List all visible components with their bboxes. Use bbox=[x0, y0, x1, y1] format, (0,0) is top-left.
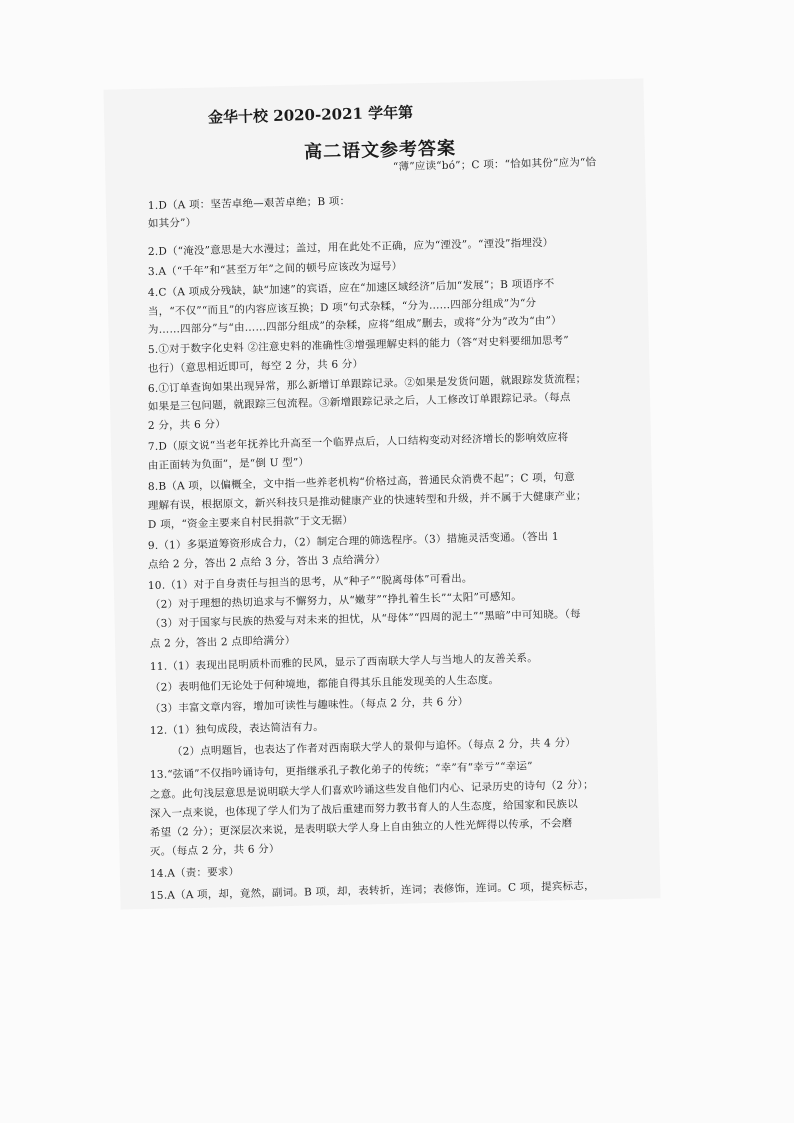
answer-line: 10.（1）对于自身责任与担当的思考，从“种子”“脱离母体”可看出。 bbox=[147, 572, 473, 592]
answer-line: 12.（1）独句成段，表达简洁有力。 bbox=[149, 721, 325, 737]
answer-line: 2.D（“淹没”意思是大水漫过；盖过，用在此处不正确，应为“湮没”。“湮没”指埋没） bbox=[147, 236, 554, 258]
answer-line: 如其分”） bbox=[147, 216, 197, 230]
answer-line: 11.（1）表现出昆明质朴而雅的民风，显示了西南联大学人与当地人的友善关系。 bbox=[149, 652, 539, 673]
answer-line: 1.D（A 项：坚苦卓绝—艰苦卓绝；B 项： bbox=[147, 195, 351, 212]
answer-line: “薄”应读“bó”；C 项：“恰如其份”应为“恰 bbox=[392, 156, 597, 173]
answer-line: 由正面转为负面”，是“倒 U 型”） bbox=[147, 456, 310, 472]
answer-line: 之意。此句浅层意思是说明联大学人们喜欢吟诵这些发自他们内心、记录历史的诗句（2 分）； bbox=[149, 778, 594, 801]
answer-line: 深入一点来说，也体现了学人们为了战后重建而努力教书育人的人生态度，给国家和民族以 bbox=[149, 798, 579, 820]
answer-line: 3.A（“千年”和“甚至万年”之间的顿号应该改为逗号） bbox=[147, 260, 403, 278]
answer-line: 5.①对于数字化史料 ②注意史料的准确性③增强理解史料的能力（答“对史料要细加思考” bbox=[147, 334, 570, 356]
answer-line: 9.（1）多渠道筹资形成合力，（2）制定合理的筛选程序。（3）措施灵活变通。（答出 1 bbox=[147, 530, 559, 552]
answer-line: 14.A（责：要求） bbox=[149, 865, 240, 880]
answer-line: （3）对于国家与民族的热爱与对未来的担忧，从“母体”“四周的泥土”“黑暗”中可知晓。（每 bbox=[149, 608, 581, 630]
answer-line: 2 分，共 6 分） bbox=[147, 418, 226, 432]
answer-line: 为……四部分”与“由……四部分组成”的杂糅，应将“组成”删去，或将“分为”改为“由”） bbox=[147, 314, 562, 336]
answer-line: 6.①订单查询如果出现异常，那么新增订单跟踪记录。②如果是发货问题，就跟踪发货流程； bbox=[147, 373, 587, 395]
answer-line: （3）丰富文章内容，增加可读性与趣味性。（每点 2 分，共 6 分） bbox=[149, 695, 469, 715]
answer-line: 希望（2 分）；更深层次来说，是表明联大学人身上自由独立的人性光辉得以传承，不会磨 bbox=[149, 817, 573, 839]
answer-line: （2）表明他们无论处于何种境地，都能自得其乐且能发现美的人生态度。 bbox=[149, 674, 500, 694]
answer-line: 如果是三包问题，就跟踪三包流程。③新增跟踪记录之后，人工修改订单跟踪记录。（每点 bbox=[147, 391, 571, 413]
answer-line: 也行）（意思相近即可，每空 2 分，共 6 分） bbox=[147, 358, 364, 375]
answer-line: 8.B（A 项，以偏概全，文中指一些养老机构“价格过高，普通民众消费不起”；C 项，句意 bbox=[147, 471, 576, 493]
answer-line: 点给 2 分，答出 2 点给 3 分，答出 3 点给满分） bbox=[147, 553, 386, 571]
answer-line: 4.C（A 项成分残缺，缺“加速”的宾语，应在“加速区域经济”后加“发展”；B 项语序不 bbox=[147, 277, 555, 299]
answer-line: 7.D（原文说“当老年抚养比升高至一个临界点后，人口结构变动对经济增长的影响效应将 bbox=[147, 431, 569, 453]
page-title: 高二语文参考答案 bbox=[303, 138, 457, 163]
answer-line: 13.“弦诵”不仅指吟诵诗句，更指继承孔子教化弟子的传统；“幸”有“幸亏”“幸运” bbox=[149, 760, 533, 781]
answer-line: （2）点明题旨，也表达了作者对西南联大学人的景仰与追怀。（每点 2 分，共 4 分） bbox=[171, 736, 577, 758]
answer-line: 理解有误，根据原文，新兴科技只是推动健康产业的快速转型和升级，并不属于大健康产业； bbox=[147, 490, 587, 512]
answer-line: （2）对于理想的热切追求与不懈努力，从“嫩芽”“挣扎着生长”“太阳”可感知。 bbox=[149, 590, 523, 611]
answer-line: D 项，“资金主要来自村民捐款”于文无据） bbox=[147, 514, 354, 531]
answer-line: 当，“不仅”“而且”的内容应该互换；D 项“句式杂糅，“分为……四部分组成”为“分 bbox=[147, 297, 537, 318]
answer-line: 15.A（A 项，却，竟然，副词。B 项，却，表转折，连词；表修饰，连词。C 项，提宾标志， bbox=[149, 879, 595, 902]
school-header: 金华十校 2020-2021 学年第 bbox=[207, 103, 414, 127]
answer-line: 点 2 分，答出 2 点即给满分） bbox=[149, 634, 296, 650]
answer-line: 灭。（每点 2 分，共 6 分） bbox=[149, 843, 280, 858]
